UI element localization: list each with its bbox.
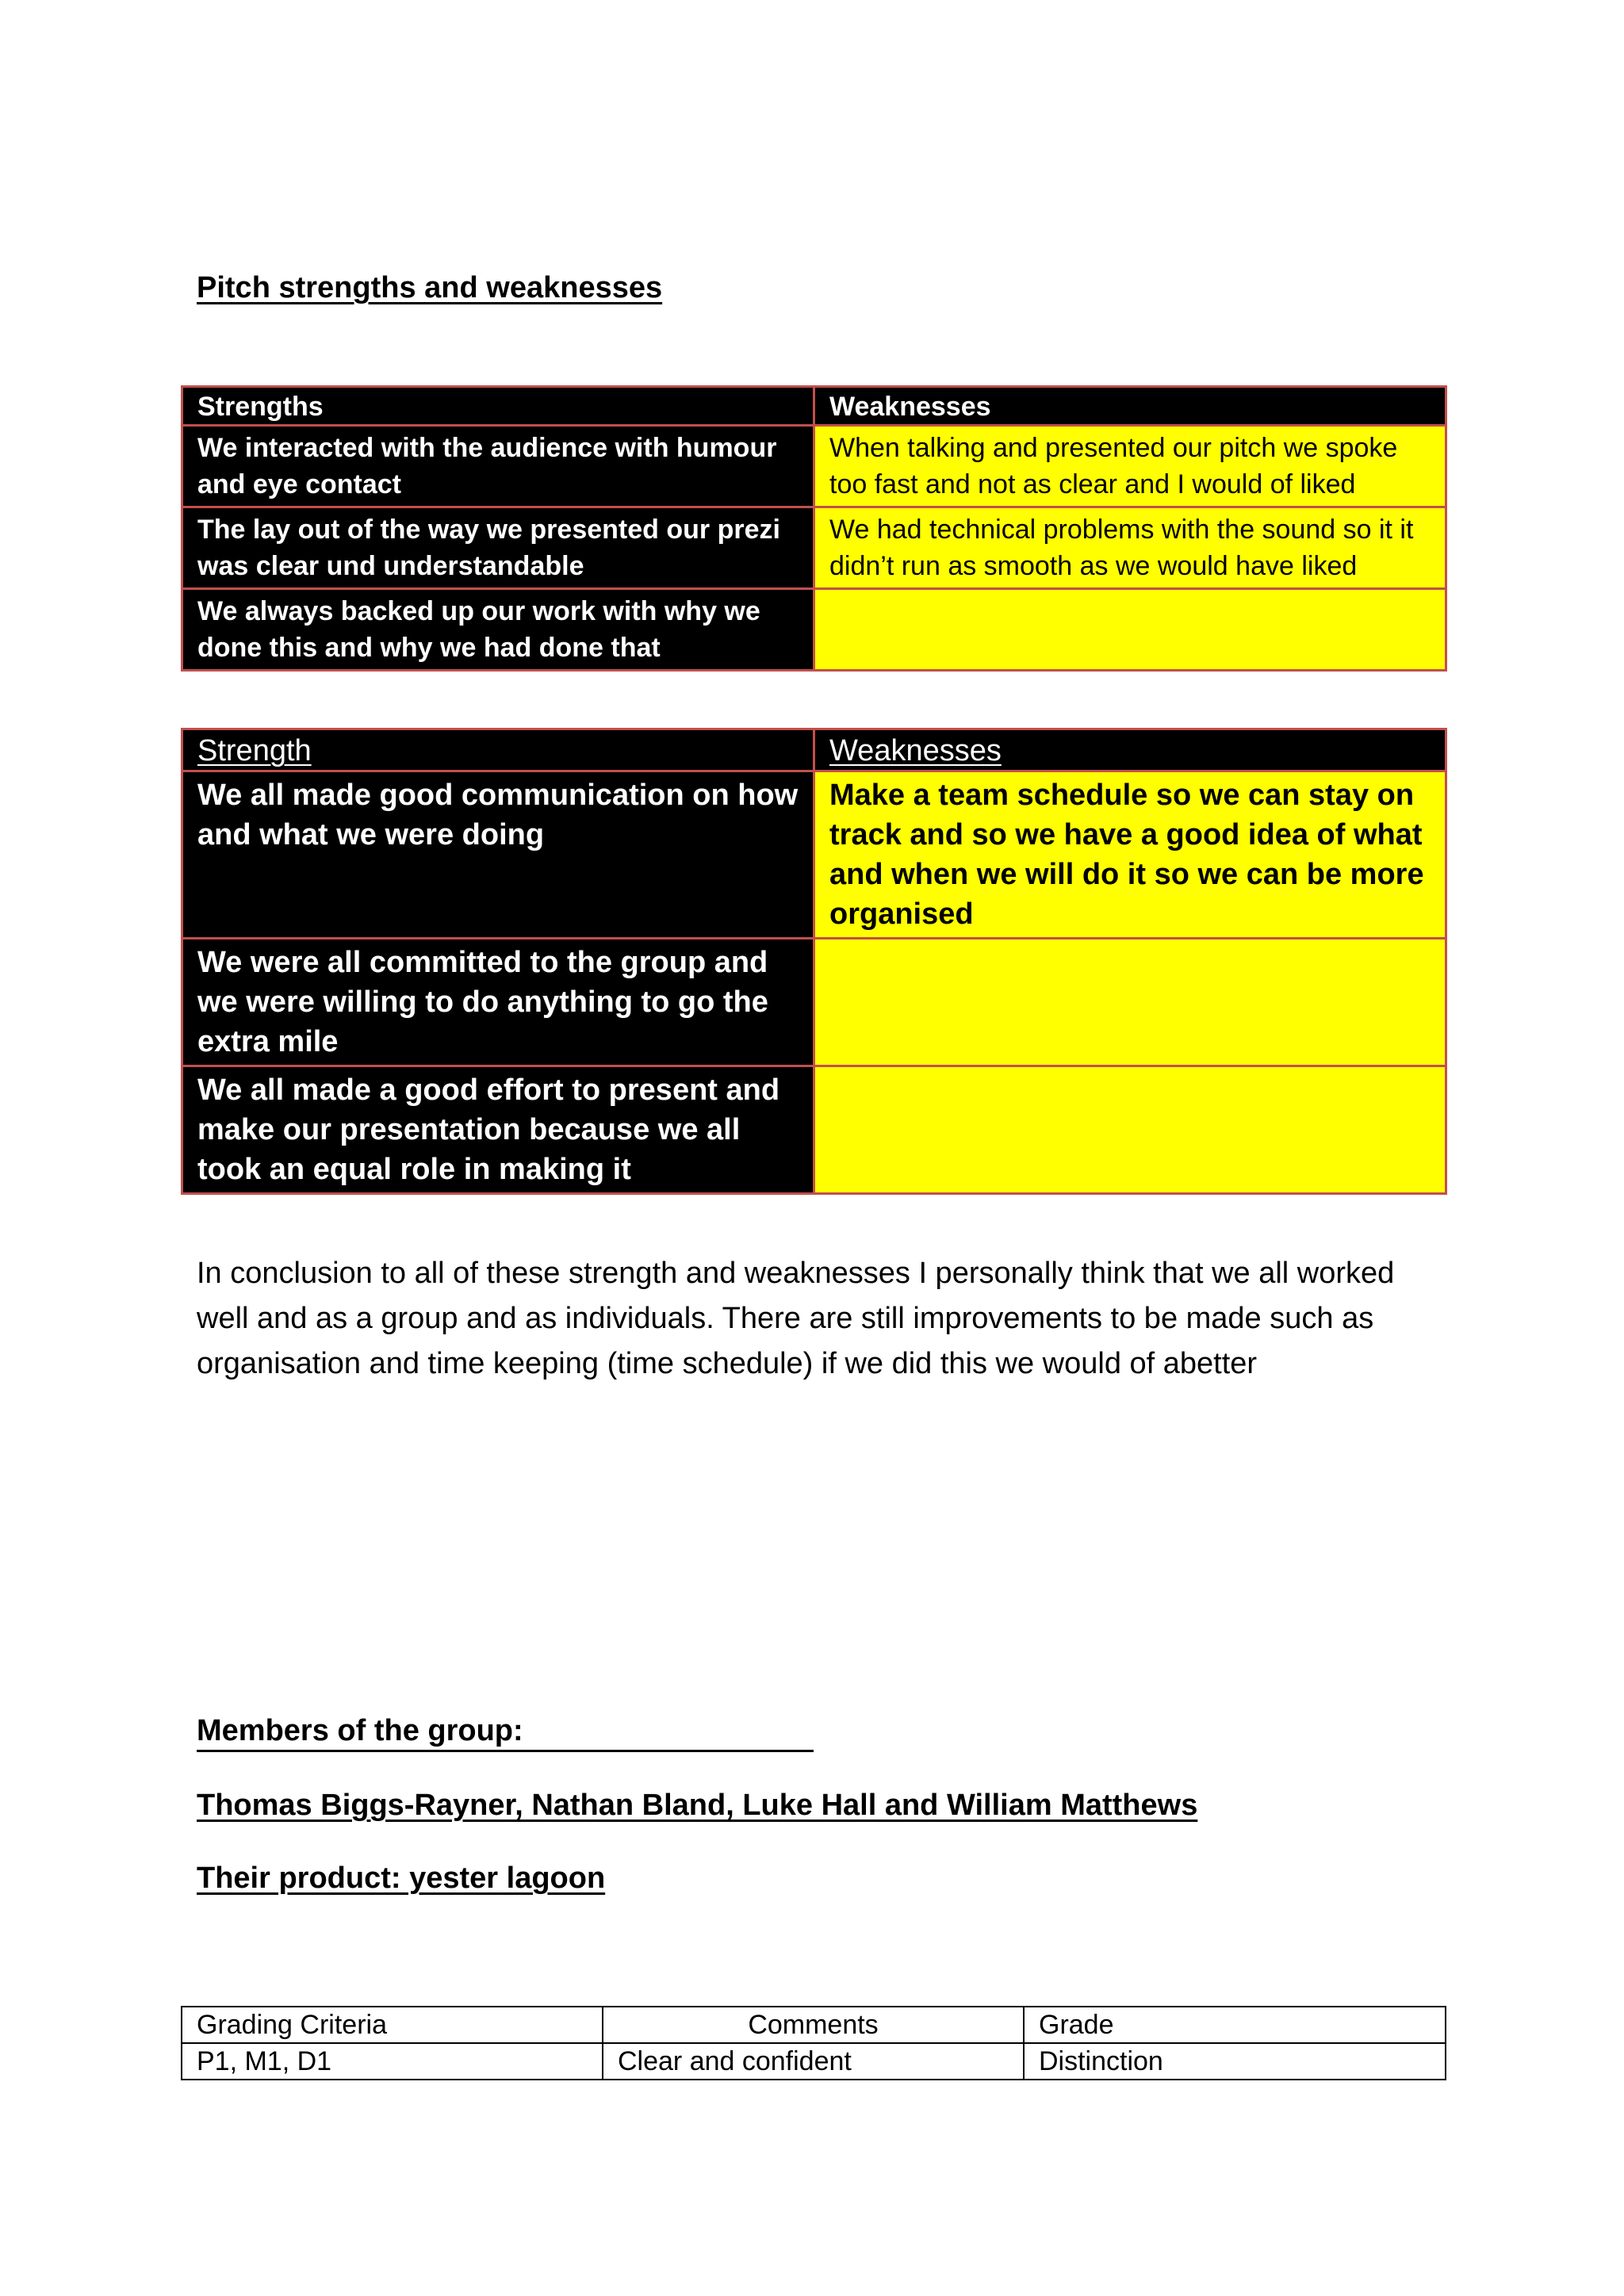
weakness-cell — [814, 939, 1446, 1066]
table-row — [182, 507, 1446, 589]
page-title: Pitch strengths and weaknesses — [197, 271, 663, 304]
weakness-cell: We had technical problems with the sound so it it didn’t run as smooth as we would have liked — [814, 507, 1446, 589]
weakness-cell — [814, 1066, 1446, 1194]
grade-cell: Distinction — [1024, 2043, 1446, 2080]
conclusion-paragraph: In conclusion to all of these strength and weaknesses I personally think that we all worked well and as a group and as individuals. There are still improvements to be made such as organisation and time keeping (time schedule) if we did this we would of abetter — [197, 1257, 1395, 1380]
table-row — [182, 1066, 1446, 1194]
members-label: Members of the group: — [197, 1714, 814, 1752]
strengths-weaknesses-table-2 — [181, 728, 1447, 1195]
members-label-line — [197, 1714, 814, 1752]
comments-cell: Clear and confident — [603, 2043, 1024, 2080]
weakness-cell — [814, 589, 1446, 671]
weakness-cell: When talking and presented our pitch we spoke too fast and not as clear and I would of liked — [814, 426, 1446, 507]
table-row — [182, 939, 1446, 1066]
product-name: Their product: yester lagoon — [197, 1862, 606, 1895]
table-row — [182, 589, 1446, 671]
strength-cell: We were all committed to the group and we were willing to do anything to go the extra mile — [182, 939, 814, 1066]
header-weaknesses: Weaknesses — [814, 729, 1446, 771]
header-strength: Strength — [182, 729, 814, 771]
criteria-cell: P1, M1, D1 — [182, 2043, 603, 2080]
header-grade: Grade — [1024, 2007, 1446, 2043]
strengths-weaknesses-table-1 — [181, 385, 1447, 672]
header-strengths: Strengths — [182, 387, 814, 426]
strength-cell: We all made good communication on how and what we were doing — [182, 771, 814, 939]
table-row — [182, 2043, 1446, 2080]
weakness-cell: Make a team schedule so we can stay on track and so we have a good idea of what and when we will do it so we can be more organised — [814, 771, 1446, 939]
table-header-row — [182, 2007, 1446, 2043]
strength-cell: We always backed up our work with why we done this and why we had done that — [182, 589, 814, 671]
strength-cell: The lay out of the way we presented our prezi was clear und understandable — [182, 507, 814, 589]
header-grading-criteria: Grading Criteria — [182, 2007, 603, 2043]
grading-table — [181, 2006, 1446, 2080]
members-list: Thomas Biggs-Rayner, Nathan Bland, Luke Hall and William Matthews — [197, 1789, 1198, 1822]
header-weaknesses: Weaknesses — [814, 387, 1446, 426]
table-row — [182, 771, 1446, 939]
table-row — [182, 426, 1446, 507]
strength-cell: We interacted with the audience with humour and eye contact — [182, 426, 814, 507]
strength-cell: We all made a good effort to present and make our presentation because we all took an equal role in making it — [182, 1066, 814, 1194]
table-header-row — [182, 387, 1446, 426]
header-comments: Comments — [603, 2007, 1024, 2043]
table-header-row — [182, 729, 1446, 771]
